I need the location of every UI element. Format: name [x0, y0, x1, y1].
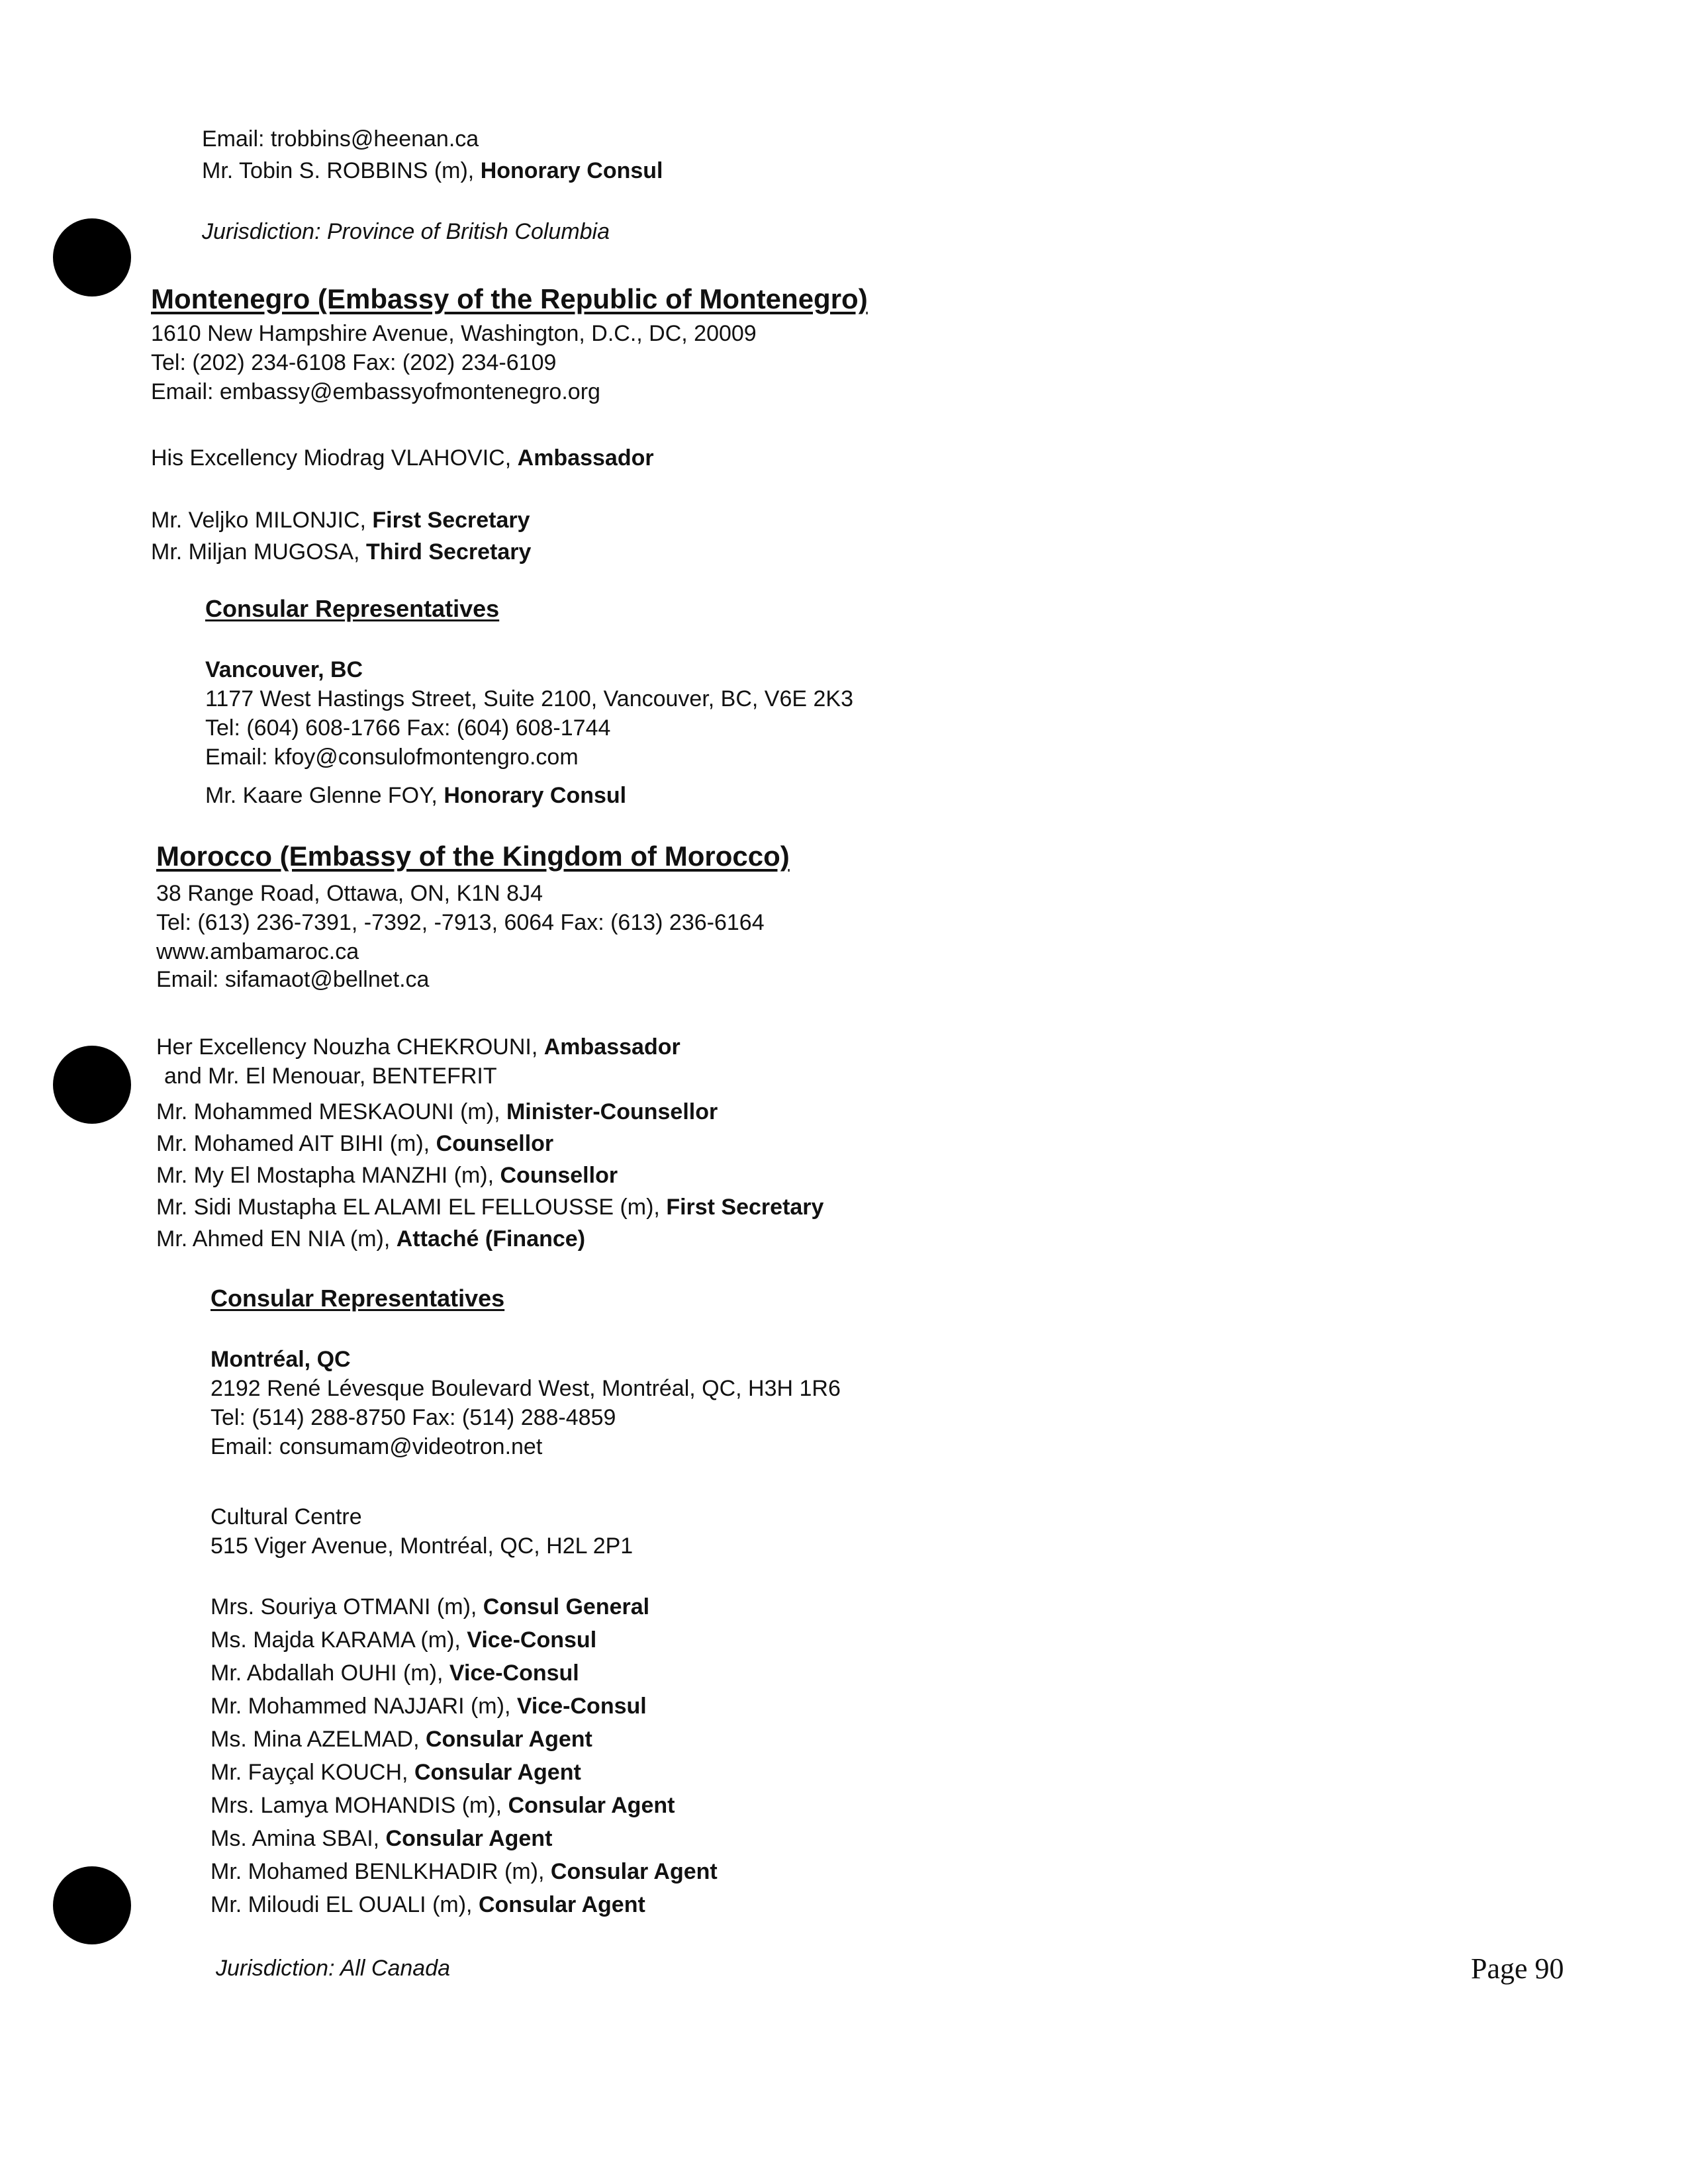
person-title: Ambassador: [517, 445, 654, 471]
person-title: Honorary Consul: [444, 783, 627, 808]
person-name: Mr. Abdallah OUHI (m),: [211, 1661, 449, 1686]
morocco-ambassador: [156, 1034, 680, 1060]
morocco-spouse: and Mr. El Menouar, BENTEFRIT: [164, 1064, 497, 1089]
montenegro-consular-heading: Consular Representatives: [205, 595, 500, 622]
person-title: Consular Agent: [414, 1760, 581, 1785]
person-title: Vice-Consul: [449, 1661, 579, 1686]
montreal-staff-row: [211, 1660, 579, 1686]
prev-person: [202, 158, 663, 184]
person-name: Mr. Mohamed AIT BIHI (m),: [156, 1131, 436, 1156]
montreal-staff-row: [211, 1726, 592, 1752]
montenegro-staff-row: [151, 507, 530, 533]
morocco-address: 38 Range Road, Ottawa, ON, K1N 8J4: [156, 881, 543, 906]
prev-email: Email: trobbins@heenan.ca: [202, 126, 479, 152]
person-name: Her Excellency Nouzha CHEKROUNI,: [156, 1034, 544, 1060]
person-title: Consular Agent: [425, 1727, 592, 1752]
morocco-staff-row: [156, 1226, 585, 1252]
person-title: Third Secretary: [365, 539, 532, 565]
person-name: Mrs. Souriya OTMANI (m),: [211, 1594, 483, 1619]
person-title: Minister-Counsellor: [506, 1099, 718, 1124]
vancouver-email: Email: kfoy@consulofmontengro.com: [205, 745, 579, 770]
vancouver-address: 1177 West Hastings Street, Suite 2100, Vancouver, BC, V6E 2K3: [205, 686, 854, 711]
person-name: Mr. Sidi Mustapha EL ALAMI EL FELLOUSSE (m),: [156, 1195, 667, 1220]
montenegro-address: 1610 New Hampshire Avenue, Washington, D.C., DC, 20009: [151, 321, 757, 346]
person-name: Mr. My El Mostapha MANZHI (m),: [156, 1163, 500, 1188]
person-name: Mr. Miljan MUGOSA,: [151, 539, 366, 565]
montreal-city: Montréal, QC: [211, 1347, 351, 1372]
montreal-staff-row: [211, 1858, 718, 1885]
person-title: Consul General: [483, 1594, 650, 1619]
person-name: Mrs. Lamya MOHANDIS (m),: [211, 1793, 508, 1818]
page-number: Page 90: [1471, 1952, 1564, 1985]
person-title: First Secretary: [372, 508, 530, 533]
cultural-centre-address: 515 Viger Avenue, Montréal, QC, H2L 2P1: [211, 1533, 633, 1559]
morocco-web: www.ambamaroc.ca: [156, 939, 359, 964]
morocco-heading: Morocco (Embassy of the Kingdom of Morocco): [156, 841, 790, 872]
vancouver-tel: Tel: (604) 608-1766 Fax: (604) 608-1744: [205, 715, 611, 741]
person-title: Ambassador: [543, 1034, 680, 1060]
montreal-staff-row: [211, 1891, 645, 1918]
prev-jurisdiction: Jurisdiction: Province of British Columbia: [202, 219, 610, 244]
montreal-staff-row: [211, 1825, 552, 1852]
montenegro-heading: Montenegro (Embassy of the Republic of Montenegro): [151, 283, 868, 314]
person-title: Consular Agent: [550, 1859, 718, 1884]
person-title: Counsellor: [436, 1131, 554, 1156]
montenegro-tel: Tel: (202) 234-6108 Fax: (202) 234-6109: [151, 350, 557, 375]
person-title: Counsellor: [500, 1163, 618, 1188]
vancouver-city: Vancouver, BC: [205, 657, 363, 682]
montenegro-email: Email: embassy@embassyofmontenegro.org: [151, 379, 600, 404]
person-title: Honorary Consul: [480, 158, 663, 183]
morocco-consular-heading: Consular Representatives: [211, 1285, 505, 1312]
morocco-staff-row: [156, 1099, 718, 1125]
person-title: Vice-Consul: [467, 1627, 597, 1653]
montreal-staff-row: [211, 1627, 596, 1653]
person-name: Mr. Mohamed BENLKHADIR (m),: [211, 1859, 551, 1884]
montreal-tel: Tel: (514) 288-8750 Fax: (514) 288-4859: [211, 1405, 616, 1430]
morocco-email: Email: sifamaot@bellnet.ca: [156, 967, 430, 992]
person-name: Mr. Tobin S. ROBBINS (m),: [202, 158, 481, 183]
montreal-jurisdiction: Jurisdiction: All Canada: [216, 1956, 451, 1981]
montreal-staff-row: [211, 1792, 675, 1819]
person-name: Mr. Ahmed EN NIA (m),: [156, 1226, 397, 1251]
morocco-staff-row: [156, 1130, 553, 1157]
vancouver-person: [205, 782, 626, 809]
person-name: His Excellency Miodrag VLAHOVIC,: [151, 445, 518, 471]
person-title: Consular Agent: [478, 1892, 645, 1917]
punch-hole-bottom: [53, 1866, 131, 1944]
morocco-tel: Tel: (613) 236-7391, -7392, -7913, 6064 Fax: (613) 236-6164: [156, 910, 765, 935]
person-name: Mr. Kaare Glenne FOY,: [205, 783, 444, 808]
person-name: Mr. Veljko MILONJIC,: [151, 508, 373, 533]
person-title: Consular Agent: [385, 1826, 553, 1851]
person-title: Vice-Consul: [516, 1694, 647, 1719]
montreal-address: 2192 René Lévesque Boulevard West, Montréal, QC, H3H 1R6: [211, 1376, 841, 1401]
person-name: Mr. Mohammed MESKAOUNI (m),: [156, 1099, 506, 1124]
person-title: Attaché (Finance): [396, 1226, 586, 1251]
punch-hole-top: [53, 218, 131, 296]
montreal-staff-row: [211, 1693, 647, 1719]
person-name: Ms. Mina AZELMAD,: [211, 1727, 426, 1752]
person-name: Mr. Fayçal KOUCH,: [211, 1760, 414, 1785]
punch-hole-middle: [53, 1046, 131, 1124]
person-title: First Secretary: [666, 1195, 824, 1220]
montenegro-staff-row: [151, 539, 531, 565]
cultural-centre-name: Cultural Centre: [211, 1504, 362, 1529]
montreal-staff-row: [211, 1759, 581, 1786]
morocco-staff-row: [156, 1162, 618, 1189]
montenegro-ambassador: [151, 445, 654, 471]
montreal-email: Email: consumam@videotron.net: [211, 1434, 543, 1459]
morocco-staff-row: [156, 1194, 823, 1220]
person-name: Ms. Amina SBAI,: [211, 1826, 386, 1851]
person-name: Mr. Miloudi EL OUALI (m),: [211, 1892, 479, 1917]
montreal-staff-row: [211, 1594, 649, 1620]
person-name: Ms. Majda KARAMA (m),: [211, 1627, 467, 1653]
person-name: Mr. Mohammed NAJJARI (m),: [211, 1694, 517, 1719]
person-title: Consular Agent: [508, 1793, 675, 1818]
